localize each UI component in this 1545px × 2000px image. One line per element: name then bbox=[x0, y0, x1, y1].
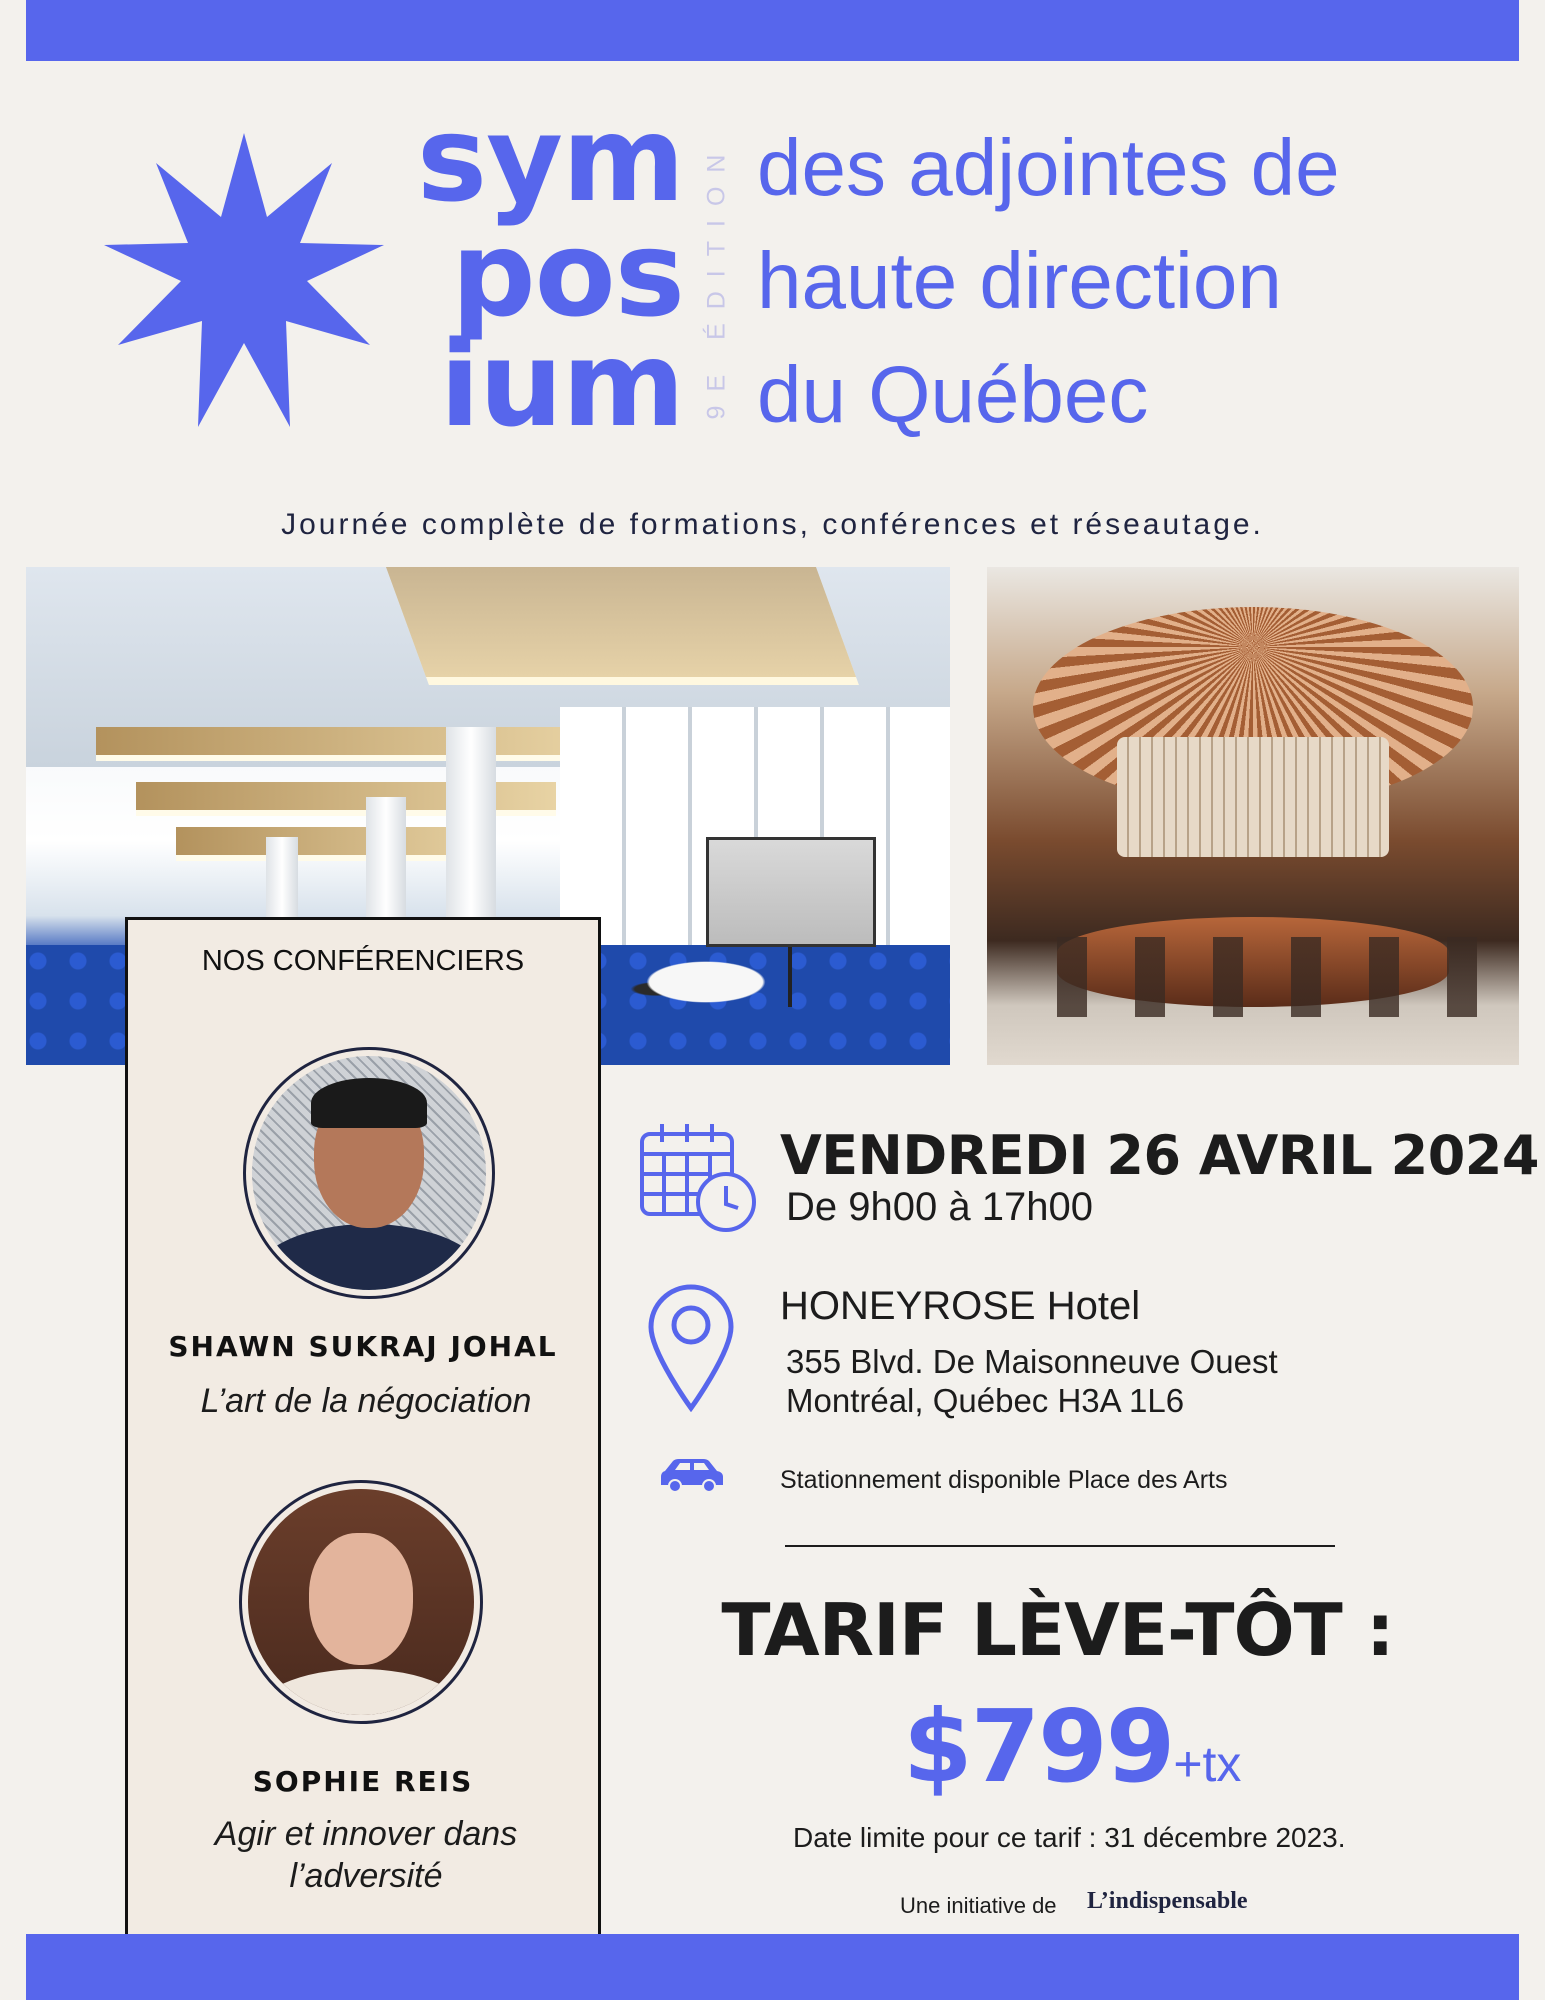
event-date: VENDREDI 26 AVRIL 2024 bbox=[780, 1124, 1539, 1187]
price-amount: $799 bbox=[903, 1688, 1174, 1805]
initiative-label: Une initiative de bbox=[900, 1893, 1057, 1918]
event-hours: De 9h00 à 17h00 bbox=[786, 1185, 1093, 1229]
speaker-name: SHAWN SUKRAJ JOHAL bbox=[168, 1330, 558, 1363]
speaker-topic: L’art de la négociation bbox=[200, 1382, 532, 1420]
location-pin-icon bbox=[647, 1283, 735, 1412]
speaker-avatar-shawn bbox=[243, 1047, 495, 1299]
price-block bbox=[903, 1688, 1241, 1805]
event-venue: HONEYROSE Hotel bbox=[780, 1284, 1141, 1328]
price-tax: +tx bbox=[1173, 1736, 1242, 1792]
tagline: Journée complète de formations, conférences et réseautage. bbox=[281, 508, 1264, 541]
price-deadline: Date limite pour ce tarif : 31 décembre 2023. bbox=[793, 1822, 1346, 1853]
car-icon bbox=[659, 1457, 725, 1493]
speakers-title: NOS CONFÉRENCIERS bbox=[201, 945, 525, 977]
title-line-1: des adjointes de bbox=[757, 123, 1340, 212]
divider bbox=[785, 1545, 1335, 1547]
parking-info: Stationnement disponible Place des Arts bbox=[780, 1466, 1228, 1494]
brand-logo: L’indispensable bbox=[1087, 1888, 1248, 1914]
early-bird-label: TARIF LÈVE-TÔT : bbox=[721, 1588, 1394, 1672]
symposium-word-3: ium bbox=[439, 315, 684, 453]
speaker-topic: Agir et innover dans l’adversité bbox=[214, 1815, 518, 1895]
speaker-name: SOPHIE REIS bbox=[252, 1765, 474, 1798]
title-line-2: haute direction bbox=[757, 236, 1282, 325]
symposium-word-2: pos bbox=[451, 205, 684, 343]
symposium-word-1: sym bbox=[416, 90, 684, 228]
hotel-bar-photo bbox=[987, 567, 1519, 1065]
event-address-line-2: Montréal, Québec H3A 1L6 bbox=[786, 1382, 1185, 1419]
top-band bbox=[26, 0, 1519, 61]
event-address-line-1: 355 Blvd. De Maisonneuve Ouest bbox=[786, 1343, 1278, 1380]
edition-label: 9E ÉDITION bbox=[702, 140, 731, 420]
star-burst-icon bbox=[104, 133, 384, 427]
bottom-band bbox=[26, 1934, 1519, 2000]
calendar-clock-icon bbox=[638, 1122, 758, 1234]
speakers-card bbox=[125, 917, 601, 1937]
title-line-3: du Québec bbox=[757, 350, 1149, 439]
